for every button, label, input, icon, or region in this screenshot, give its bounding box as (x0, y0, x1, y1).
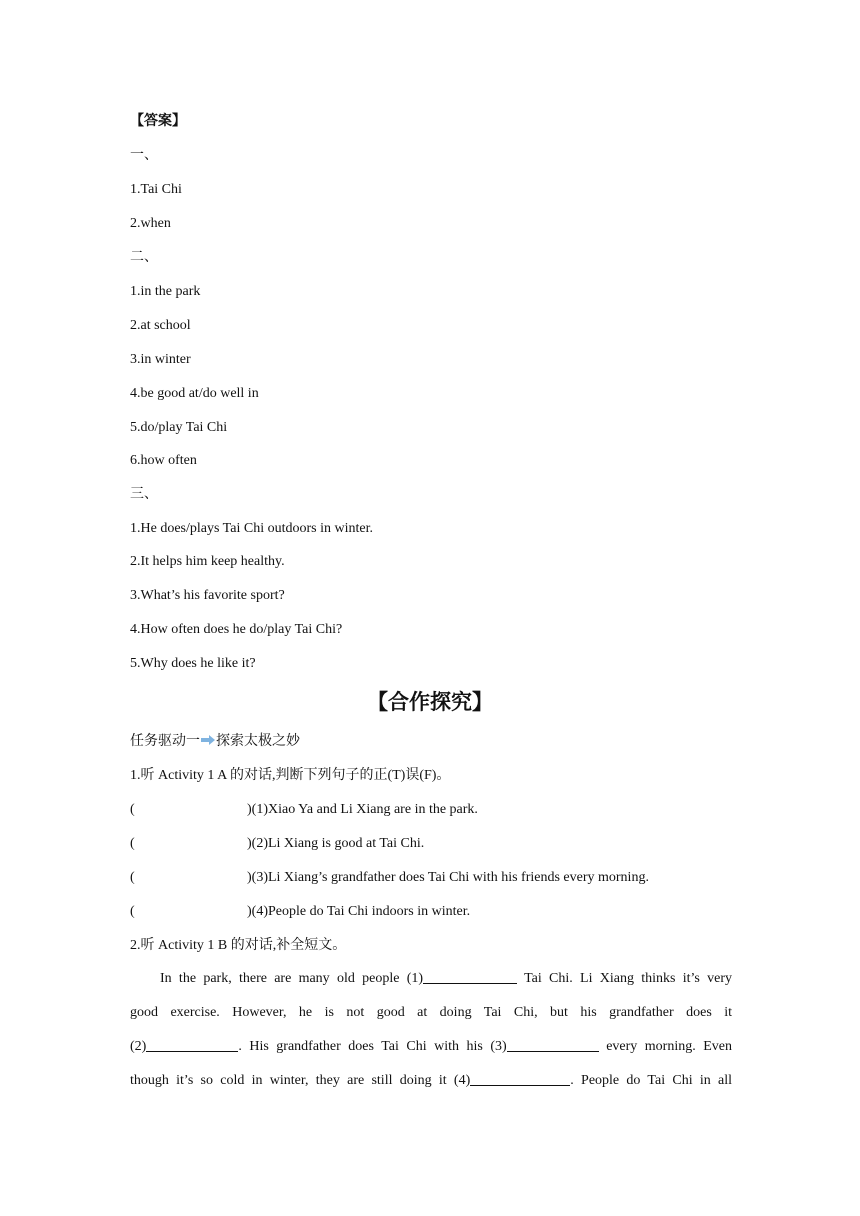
passage-text: Tai Chi. Li Xiang thinks it’s very (517, 971, 732, 986)
arrow-right-icon (201, 734, 215, 746)
answer-item: 2.It helps him keep healthy. (130, 554, 285, 569)
tf-open-paren: ( (130, 904, 135, 919)
section-title: 【合作探究】 (367, 690, 493, 714)
answer-item: 4.How often does he do/play Tai Chi? (130, 622, 343, 637)
passage-line (130, 996, 732, 1030)
passage-text: every morning. Even (598, 1039, 732, 1054)
passage-text: . People do Tai Chi in all (570, 1073, 732, 1088)
answer-item: 3.What’s his favorite sport? (130, 588, 285, 603)
tf-statement: )(1)Xiao Ya and Li Xiang are in the park. (247, 802, 478, 817)
passage-text: In the park, there are many old people (1) (160, 971, 424, 986)
answer-item: 1.He does/plays Tai Chi outdoors in winter. (130, 521, 373, 536)
question-2-instruction: 2.听 Activity 1 B 的对话,补全短文。 (130, 938, 347, 953)
passage-line (130, 1030, 732, 1064)
answer-item: 1.in the park (130, 284, 201, 299)
cloze-passage (130, 962, 732, 1098)
blank-1[interactable] (423, 968, 517, 984)
answer-item: 1.Tai Chi (130, 182, 182, 197)
passage-text: though it’s so cold in winter, they are still doing it (4) (130, 1073, 471, 1088)
passage-line (130, 962, 732, 996)
answer-item: 4.be good at/do well in (130, 386, 259, 401)
passage-text: good exercise. However, he is not good at doing Tai Chi, but his grandfather does it (130, 1005, 732, 1020)
task-suffix: 探索太极之妙 (216, 734, 300, 749)
answer-item: 2.at school (130, 318, 191, 333)
tf-statement: )(2)Li Xiang is good at Tai Chi. (247, 836, 425, 851)
section-label-1: 一、 (130, 148, 158, 163)
tf-statement: )(4)People do Tai Chi indoors in winter. (247, 904, 471, 919)
answer-item: 2.when (130, 216, 171, 231)
blank-4[interactable] (470, 1070, 570, 1086)
answer-item: 3.in winter (130, 352, 191, 367)
passage-line (130, 1064, 732, 1098)
blank-3[interactable] (507, 1036, 599, 1052)
blank-2[interactable] (146, 1036, 238, 1052)
section-label-2: 二、 (130, 250, 158, 265)
answer-item: 6.how often (130, 453, 197, 468)
answer-item: 5.do/play Tai Chi (130, 420, 228, 435)
answers-header: 【答案】 (130, 114, 186, 129)
passage-text: . His grandfather does Tai Chi with his (3) (238, 1039, 507, 1054)
tf-statement: )(3)Li Xiang’s grandfather does Tai Chi with his friends every morning. (247, 870, 649, 885)
task-heading (130, 733, 300, 751)
passage-text: (2) (130, 1039, 147, 1054)
tf-open-paren: ( (130, 802, 135, 817)
tf-open-paren: ( (130, 870, 135, 885)
answer-item: 5.Why does he like it? (130, 656, 256, 671)
section-label-3: 三、 (130, 487, 158, 502)
task-prefix: 任务驱动一 (130, 734, 200, 749)
question-1-instruction: 1.听 Activity 1 A 的对话,判断下列句子的正(T)误(F)。 (130, 768, 451, 783)
tf-open-paren: ( (130, 836, 135, 851)
